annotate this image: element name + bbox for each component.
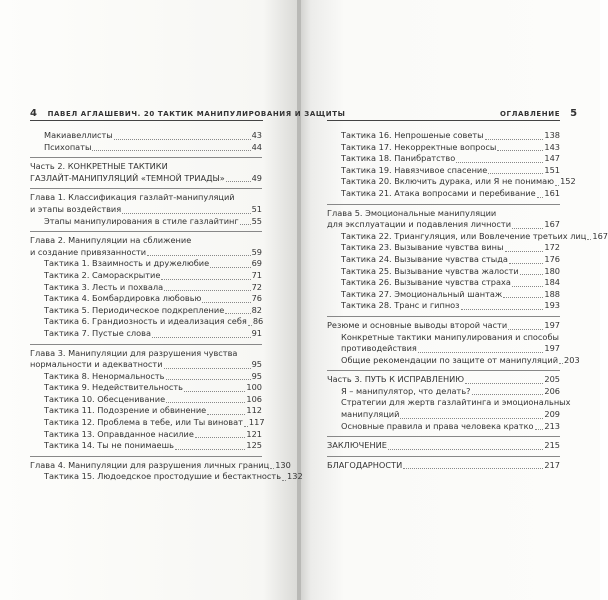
toc-entry[interactable]: Стратегии для жертв газлайтинга и эмоциональных манипуляций 209 [341, 397, 571, 420]
toc-section-entry[interactable]: ЗАКЛЮЧЕНИЕ 215 [327, 440, 560, 451]
toc-entry[interactable]: Я – манипулятор, что делать? 206 [341, 385, 560, 396]
right-running-head-text: ОГЛАВЛЕНИЕ [500, 110, 561, 118]
section-divider [30, 231, 262, 232]
toc-entry[interactable]: Тактика 7. Пустые слова 91 [44, 327, 262, 338]
toc-entry[interactable]: Общие рекомендации по защите от манипуляций 203 [341, 354, 580, 365]
right-running-head [500, 108, 578, 119]
section-divider [30, 344, 262, 345]
toc-entry[interactable]: Тактика 12. Проблема в тебе, или Ты виноват 117 [44, 417, 265, 428]
toc-chapter-entry[interactable]: Глава 1. Классификация газлайт-манипуляций и этапы воздействия 51 [30, 192, 262, 214]
right-toc [327, 130, 608, 471]
toc-chapter-entry[interactable]: Глава 3. Манипуляции для разрушения чувства нормальности и адекватности 95 [30, 347, 262, 370]
left-page-number: 4 [30, 108, 38, 119]
toc-entry[interactable]: Тактика 19. Навязчивое спасение 151 [341, 164, 560, 175]
toc-entry[interactable]: Тактика 5. Периодическое подкрепление 82 [44, 304, 262, 315]
toc-part-entry[interactable]: Часть 2. КОНКРЕТНЫЕ ТАКТИКИ ГАЗЛАЙТ-МАНИПУЛЯЦИЙ «ТЕМНОЙ ТРИАДЫ» 49 [30, 161, 262, 183]
toc-entry[interactable]: Тактика 18. Панибратство 147 [341, 153, 560, 164]
toc-entry[interactable]: Основные правила и права человека кратко 213 [341, 420, 560, 431]
section-divider [327, 456, 560, 457]
toc-entry[interactable]: Тактика 23. Вызывание чувства вины 172 [341, 242, 560, 253]
toc-entry[interactable]: Тактика 17. Некорректные вопросы 143 [341, 141, 560, 152]
toc-entry[interactable]: Тактика 13. Оправданное насилие 121 [44, 428, 262, 439]
toc-entry[interactable]: Тактика 9. Недействительность 100 [44, 382, 262, 393]
toc-entry[interactable]: Тактика 10. Обесценивание 106 [44, 393, 262, 404]
left-running-head-text: ПАВЕЛ АГЛАШЕВИЧ. 20 ТАКТИК МАНИПУЛИРОВАНИЯ И ЗАЩИТЫ [47, 110, 346, 118]
section-divider [327, 204, 560, 205]
left-running-head [30, 108, 345, 119]
right-header-rule [327, 120, 560, 121]
toc-entry[interactable]: Тактика 6. Грандиозность и идеализация себя 86 [44, 316, 264, 327]
toc-entry[interactable]: Тактика 20. Включить дурака, или Я не понимаю 152 [341, 176, 576, 187]
toc-entry[interactable]: Тактика 16. Непрошеные советы 138 [341, 130, 560, 140]
toc-entry[interactable]: Психопаты 44 [44, 141, 262, 152]
toc-entry[interactable]: Тактика 8. Ненормальность 95 [44, 370, 262, 381]
toc-chapter-entry[interactable]: Глава 4. Манипуляции для разрушения личных границ 130 [30, 459, 291, 470]
toc-entry[interactable]: Тактика 26. Вызывание чувства страха 184 [341, 277, 560, 288]
toc-entry[interactable]: Тактика 3. Лесть и похвала 72 [44, 281, 262, 292]
toc-section-entry[interactable]: БЛАГОДАРНОСТИ 217 [327, 459, 560, 470]
toc-entry[interactable]: Тактика 27. Эмоциональный шантаж 188 [341, 288, 560, 299]
right-page-number: 5 [570, 108, 578, 119]
toc-chapter-entry[interactable]: Резюме и основные выводы второй части 197 [327, 319, 560, 330]
toc-entry[interactable]: Тактика 24. Вызывание чувства стыда 176 [341, 253, 560, 264]
toc-entry[interactable]: Тактика 22. Триангуляция, или Вовлечение третьих лиц 167 [341, 230, 608, 241]
toc-entry[interactable]: Тактика 15. Людоедское простодушие и бестактность 132 [44, 471, 303, 482]
section-divider [327, 370, 560, 371]
toc-part-entry[interactable]: Часть 3. ПУТЬ К ИСПРАВЛЕНИЮ 205 [327, 374, 560, 385]
toc-entry[interactable]: Этапы манипулирования в стиле газлайтинг 55 [44, 215, 262, 226]
section-divider [327, 436, 560, 437]
toc-chapter-entry[interactable]: Глава 2. Манипуляции на сближение и создание привязанности 59 [30, 235, 262, 257]
toc-entry[interactable]: Тактика 4. Бомбардировка любовью 76 [44, 293, 262, 304]
toc-entry[interactable]: Макиавеллисты 43 [44, 130, 262, 140]
section-divider [30, 157, 262, 158]
toc-entry[interactable]: Тактика 21. Атака вопросами и перебивание 161 [341, 187, 560, 198]
toc-entry[interactable]: Тактика 28. Транс и гипноз 193 [341, 300, 560, 311]
toc-entry[interactable]: Тактика 1. Взаимность и дружелюбие 69 [44, 258, 262, 269]
toc-entry[interactable]: Конкретные тактики манипулирования и способы противодействия 197 [341, 331, 560, 354]
section-divider [327, 316, 560, 317]
toc-chapter-entry[interactable]: Глава 5. Эмоциональные манипуляции для эксплуатации и подавления личности 167 [327, 207, 560, 230]
left-toc [30, 130, 303, 483]
toc-entry[interactable]: Тактика 11. Подозрение и обвинение 112 [44, 405, 262, 416]
toc-entry[interactable]: Тактика 14. Ты не понимаешь 125 [44, 440, 262, 451]
toc-entry[interactable]: Тактика 25. Вызывание чувства жалости 180 [341, 265, 560, 276]
toc-entry[interactable]: Тактика 2. Самораскрытие 71 [44, 269, 262, 280]
section-divider [30, 188, 262, 189]
left-header-rule [30, 120, 263, 121]
book-gutter [297, 0, 301, 600]
section-divider [30, 456, 262, 457]
